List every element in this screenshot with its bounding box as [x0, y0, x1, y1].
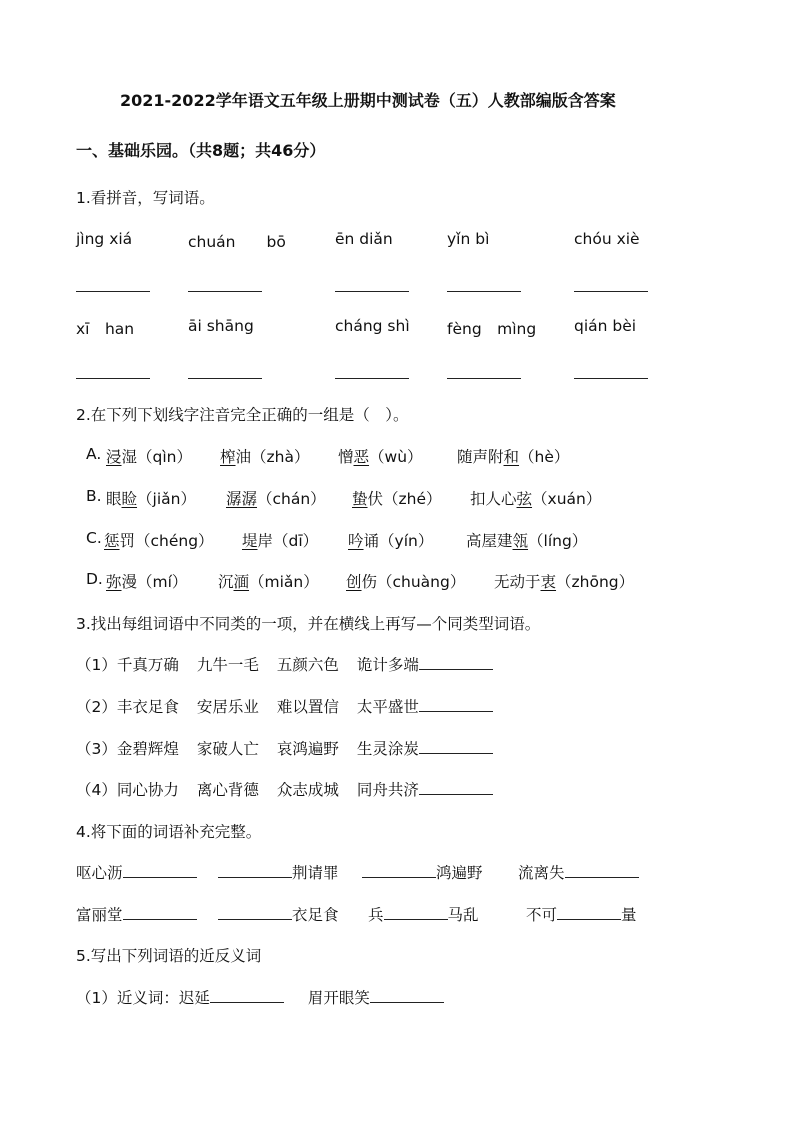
- option-label: D.: [86, 570, 103, 588]
- pinyin-item: fèng mìng: [447, 320, 537, 338]
- idiom-item: 荆请罪: [218, 861, 339, 883]
- answer-line[interactable]: [574, 291, 648, 292]
- pinyin-item: cháng shì: [335, 317, 410, 335]
- answer-line[interactable]: [447, 378, 521, 379]
- question-4-prompt: 4.将下面的词语补充完整。: [76, 823, 262, 841]
- answer-blank[interactable]: [210, 987, 284, 1003]
- answer-line[interactable]: [335, 378, 409, 379]
- section-heading: 一、基础乐园。（共8题；共46分）: [76, 141, 326, 160]
- word-group: （3）金碧辉煌 家破人亡 哀鸿遍野 生灵涂炭: [76, 737, 493, 759]
- synonym-row: （1）近义词：迟延 眉开眼笑: [76, 986, 444, 1008]
- option-a-item: 随声附和（hè）: [457, 448, 570, 466]
- pinyin-item: chuán bō: [188, 233, 286, 251]
- answer-blank[interactable]: [419, 779, 493, 795]
- idiom-item: 兵 马乱: [368, 906, 479, 924]
- pinyin-item: chóu xiè: [574, 230, 640, 248]
- pinyin-item: jìng xiá: [76, 230, 133, 248]
- answer-line[interactable]: [574, 378, 648, 379]
- answer-line[interactable]: [335, 291, 409, 292]
- idiom-item: 富丽堂: [76, 903, 197, 925]
- idiom-item: 不可 量: [526, 906, 637, 924]
- option-b-item: 眼睑（jiǎn）: [106, 490, 196, 508]
- option-a[interactable]: [86, 445, 101, 463]
- idiom-item: 流离失: [518, 861, 639, 883]
- page-title: 2021-2022学年语文五年级上册期中测试卷（五）人教部编版含答案: [120, 91, 616, 110]
- pinyin-item: yǐn bì: [447, 230, 490, 248]
- pinyin-item: āi shāng: [188, 317, 254, 335]
- question-3-prompt: 3.找出每组词语中不同类的一项，并在横线上再写—个同类型词语。: [76, 615, 541, 633]
- option-label: C.: [86, 529, 102, 547]
- pinyin-item: qián bèi: [574, 317, 637, 335]
- idiom-item: 衣足食: [218, 903, 339, 925]
- answer-blank[interactable]: [123, 862, 197, 878]
- answer-blank[interactable]: [419, 654, 493, 670]
- option-label: A.: [86, 445, 102, 463]
- option-d-item: 无动于衷（zhōng）: [494, 573, 635, 591]
- question-2-prompt: 2.在下列下划线字注音完全正确的一组是（ ）。: [76, 406, 409, 424]
- question-1-prompt: 1.看拼音，写词语。: [76, 189, 215, 207]
- answer-blank[interactable]: [557, 904, 621, 920]
- option-c-item: 堤岸（dī）: [242, 532, 319, 550]
- answer-line[interactable]: [188, 378, 262, 379]
- answer-blank[interactable]: [565, 862, 639, 878]
- pinyin-item: xī han: [76, 320, 135, 338]
- option-b-item: 扣人心弦（xuán）: [470, 490, 602, 508]
- word-group: （2）丰衣足食 安居乐业 难以置信 太平盛世: [76, 695, 493, 717]
- option-a-item: 憎恶（wù）: [338, 448, 423, 466]
- answer-blank[interactable]: [218, 862, 292, 878]
- option-b[interactable]: [86, 487, 102, 505]
- word-group: （1）千真万确 九牛一毛 五颜六色 诡计多端: [76, 653, 493, 675]
- option-c[interactable]: [86, 529, 102, 547]
- answer-blank[interactable]: [370, 987, 444, 1003]
- idiom-item: 鸿遍野: [362, 861, 483, 883]
- option-b-item: 蛰伏（zhé）: [352, 490, 442, 508]
- option-d-item: 弥漫（mí）: [106, 573, 188, 591]
- answer-line[interactable]: [76, 291, 150, 292]
- pinyin-item: ēn diǎn: [335, 230, 393, 248]
- answer-line[interactable]: [188, 291, 262, 292]
- answer-blank[interactable]: [218, 904, 292, 920]
- option-d[interactable]: [86, 570, 103, 588]
- answer-line[interactable]: [447, 291, 521, 292]
- answer-blank[interactable]: [362, 862, 436, 878]
- option-c-item: 吟诵（yín）: [348, 532, 434, 550]
- question-5-prompt: 5.写出下列词语的近反义词: [76, 947, 262, 965]
- option-c-item: 惩罚（chéng）: [104, 532, 214, 550]
- answer-blank[interactable]: [123, 904, 197, 920]
- option-a-item: 浸湿（qìn）: [106, 448, 192, 466]
- option-label: B.: [86, 487, 102, 505]
- idiom-item: 呕心沥: [76, 861, 197, 883]
- option-d-item: 沉湎（miǎn）: [218, 573, 319, 591]
- answer-line[interactable]: [76, 378, 150, 379]
- word-group: （4）同心协力 离心背德 众志成城 同舟共济: [76, 778, 493, 800]
- answer-blank[interactable]: [419, 696, 493, 712]
- option-c-item: 高屋建瓴（líng）: [466, 532, 588, 550]
- option-a-item: 榨油（zhà）: [220, 448, 310, 466]
- option-d-item: 创伤（chuàng）: [346, 573, 466, 591]
- option-b-item: 潺潺（chán）: [226, 490, 326, 508]
- answer-blank[interactable]: [384, 904, 448, 920]
- answer-blank[interactable]: [419, 738, 493, 754]
